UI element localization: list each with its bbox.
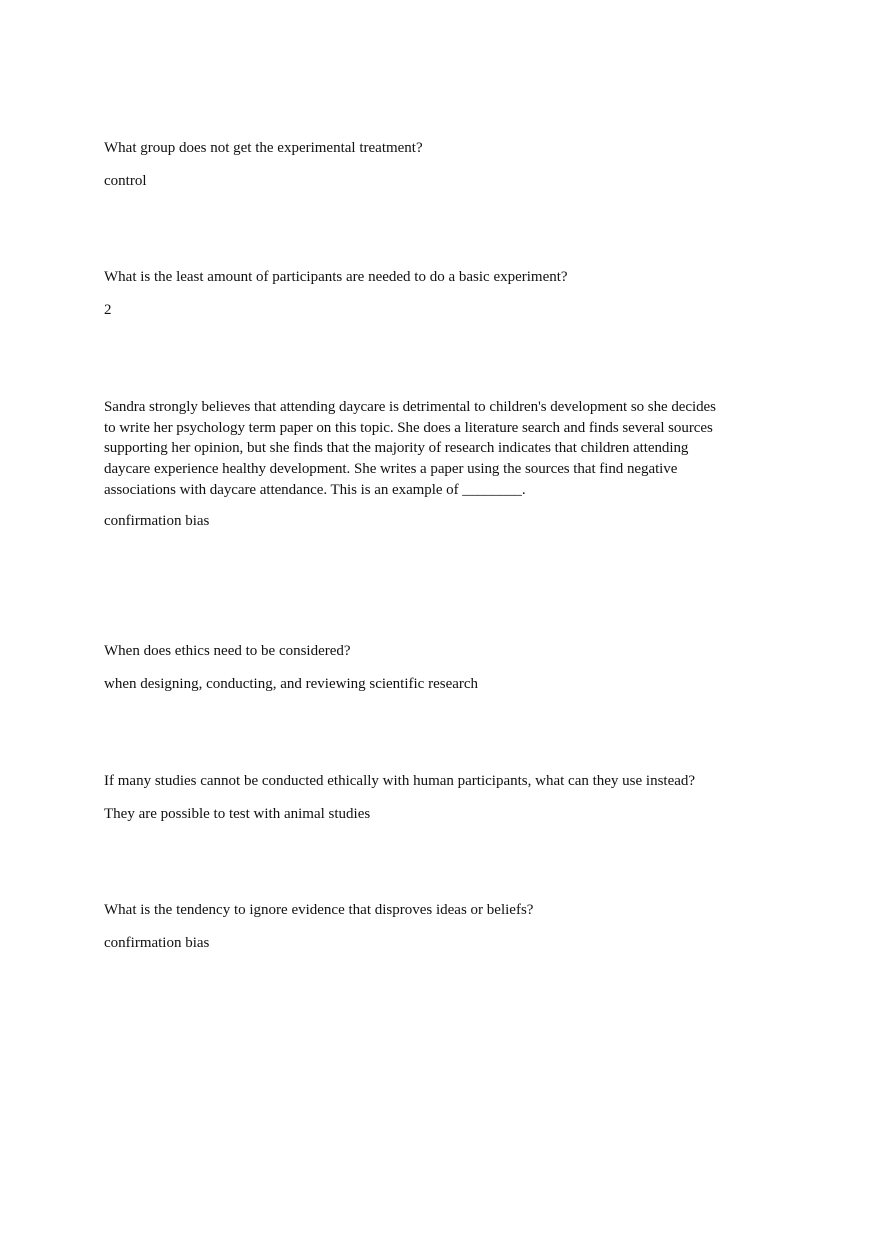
qa-item xyxy=(104,771,764,824)
answer-text: 2 xyxy=(104,301,112,318)
question-text: What is the tendency to ignore evidence that disproves ideas or beliefs? xyxy=(104,902,534,918)
qa-item xyxy=(104,267,764,320)
answer-text: control xyxy=(104,172,147,189)
qa-item xyxy=(104,397,764,531)
question-text: What group does not get the experimental treatment? xyxy=(104,140,423,156)
answer-text: confirmation bias xyxy=(104,512,210,529)
question-line: daycare experience healthy development. She writes a paper using the sources that find negative xyxy=(104,461,678,478)
question-line: to write her psychology term paper on this topic. She does a literature search and finds several sources xyxy=(104,419,713,436)
answer-text: when designing, conducting, and reviewing scientific research xyxy=(104,675,479,692)
question-line: Sandra strongly believes that attending daycare is detrimental to children's development so she decides xyxy=(104,399,716,415)
qa-item xyxy=(104,641,764,694)
qa-item xyxy=(104,900,764,953)
question-text: What is the least amount of participants are needed to do a basic experiment? xyxy=(104,269,568,285)
question-text: When does ethics need to be considered? xyxy=(104,643,351,659)
answer-text: They are possible to test with animal studies xyxy=(104,805,371,822)
question-paragraph xyxy=(104,397,764,501)
question-text: If many studies cannot be conducted ethically with human participants, what can they use instead? xyxy=(104,773,696,789)
question-line: supporting her opinion, but she finds that the majority of research indicates that children attending xyxy=(104,440,689,457)
qa-item xyxy=(104,138,764,191)
question-line: associations with daycare attendance. This is an example of ________. xyxy=(104,481,526,498)
answer-text: confirmation bias xyxy=(104,934,210,951)
